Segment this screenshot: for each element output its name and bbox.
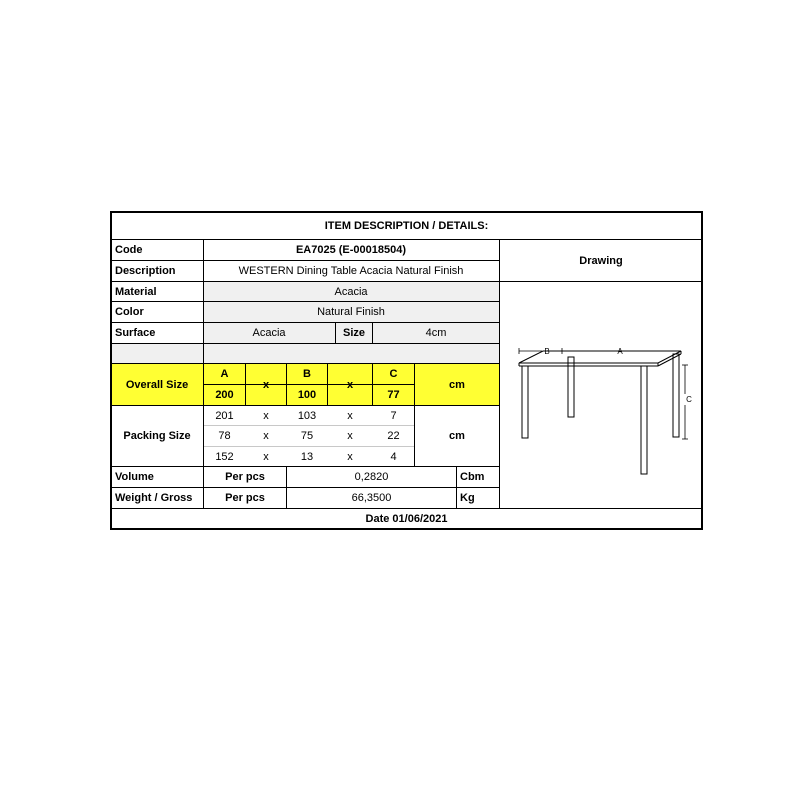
surface-value: Acacia (252, 327, 286, 339)
overall-value-a: 200 (215, 389, 234, 401)
sheet-title: ITEM DESCRIPTION / DETAILS: (324, 220, 489, 232)
code-label: Code (115, 244, 143, 256)
volume-unit: Cbm (460, 471, 485, 483)
packing-r2-c: 22 (387, 430, 400, 442)
packing-r2-sep1: x (263, 430, 269, 442)
packing-r3-c: 4 (390, 450, 397, 463)
weight-per: Per pcs (225, 492, 265, 504)
packing-r1-sep2: x (347, 409, 353, 422)
packing-r2-a: 78 (218, 430, 231, 442)
volume-label: Volume (115, 471, 154, 483)
spacer-row-shade (111, 343, 499, 363)
packing-r3-a: 152 (215, 450, 234, 463)
overall-size-label: Overall Size (125, 378, 189, 391)
overall-value-b: 100 (297, 389, 317, 401)
overall-header-c: C (389, 368, 398, 380)
size-label: Size (342, 327, 365, 339)
packing-r3-sep1: x (263, 450, 269, 463)
packing-r2-b: 75 (300, 430, 314, 442)
packing-r3-sep2: x (347, 450, 353, 463)
volume-per: Per pcs (225, 471, 265, 483)
leg-front-right (641, 366, 647, 474)
tabletop-outline (519, 351, 681, 363)
packing-r1-c: 7 (390, 409, 397, 422)
packing-size-unit: cm (449, 430, 465, 442)
overall-header-a: A (220, 368, 229, 380)
leg-back-right (673, 354, 679, 437)
volume-value: 0,2820 (354, 471, 389, 483)
packing-size-label: Packing Size (123, 430, 191, 442)
description-label: Description (115, 265, 176, 277)
packing-r3-b: 13 (300, 450, 314, 463)
packing-r1-a: 201 (215, 409, 234, 422)
overall-separator-2: x (346, 378, 354, 391)
overall-size-unit: cm (449, 378, 465, 391)
material-value: Acacia (334, 285, 368, 298)
table-drawing (500, 281, 702, 508)
drawing-label: Drawing (579, 254, 623, 267)
dimension-a-label: A (617, 347, 623, 356)
dimension-c-label: C (686, 395, 692, 404)
color-label: Color (115, 306, 144, 318)
weight-label: Weight / Gross (115, 492, 193, 504)
weight-value: 66,3500 (351, 492, 392, 504)
surface-label: Surface (115, 327, 156, 339)
leg-front-left (522, 366, 528, 438)
size-value: 4cm (425, 327, 447, 339)
packing-r2-sep2: x (347, 430, 353, 442)
overall-header-b: B (303, 368, 311, 380)
material-label: Material (115, 285, 157, 298)
overall-value-c: 77 (387, 389, 400, 401)
color-value: Natural Finish (317, 306, 385, 318)
packing-r1-sep1: x (263, 409, 269, 422)
packing-r1-b: 103 (297, 409, 317, 422)
code-value: EA7025 (E-00018504) (295, 244, 407, 256)
weight-unit: Kg (460, 492, 475, 504)
overall-separator-1: x (262, 378, 270, 391)
dimension-b-label: B (544, 347, 550, 356)
description-value: WESTERN Dining Table Acacia Natural Finish (238, 265, 464, 277)
footer-date: Date 01/06/2021 (365, 512, 448, 525)
